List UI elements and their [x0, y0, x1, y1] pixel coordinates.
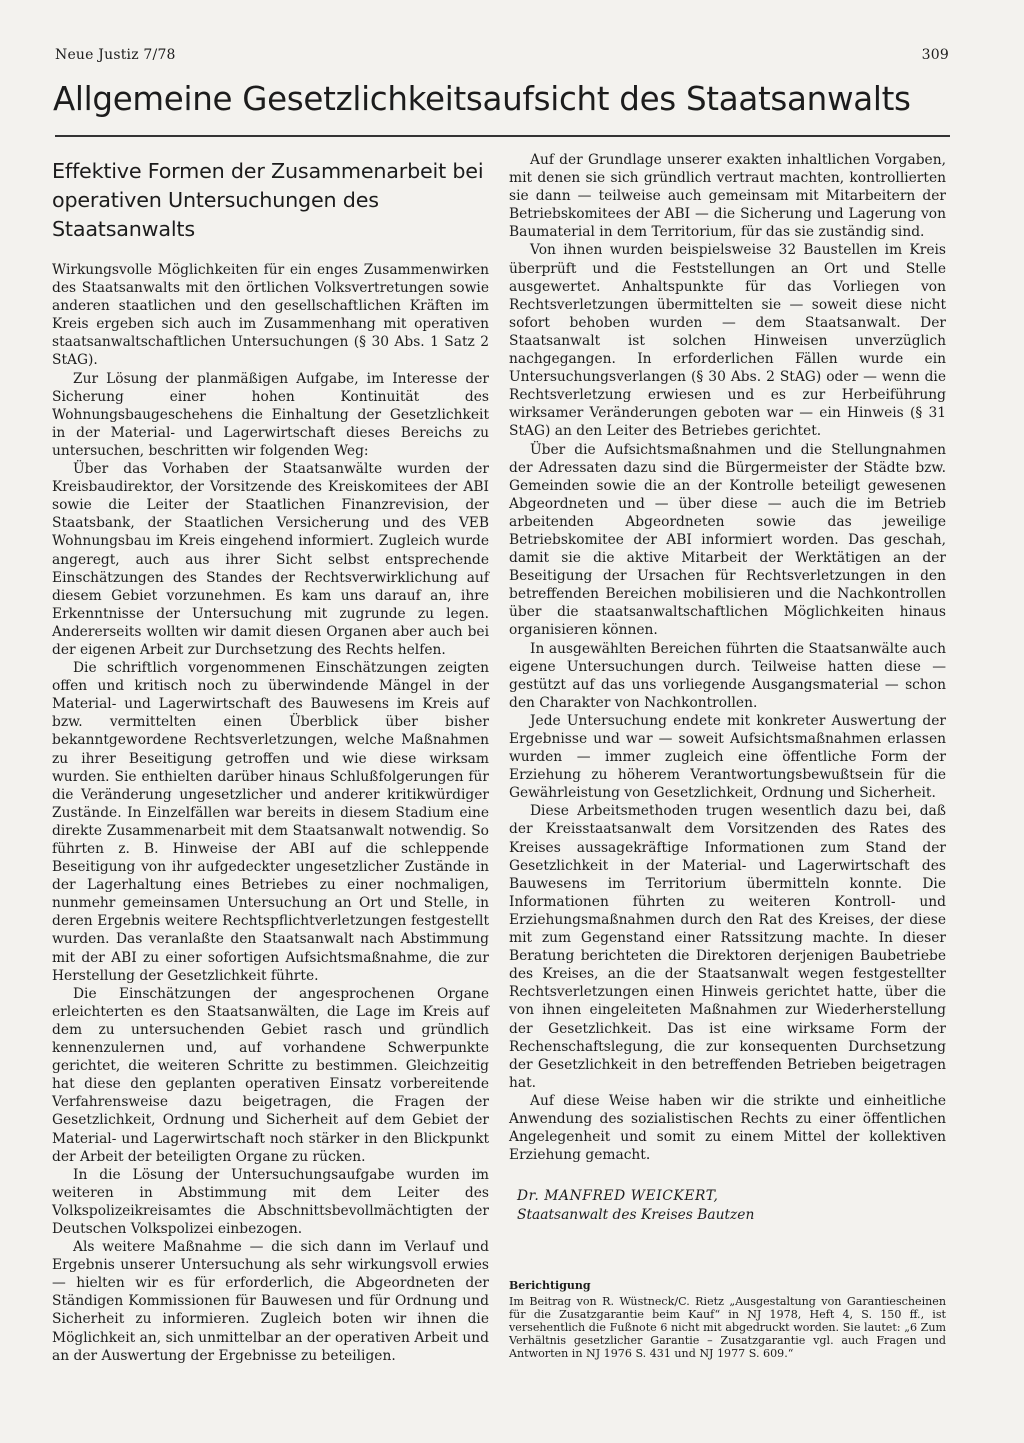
author-role: Staatsanwalt des Kreises Bautzen [517, 1207, 755, 1224]
paragraph: Als weitere Maßnahme — die sich dann im Verlauf und Ergebnis unserer Untersuchung als sehr wirkungsvoll erwies — hielten wir es für erforderlich, die Abgeordneten der Ständigen Kommissionen für Bauwesen und für Ordnung und Sicherheit zu informieren. Zugleich boten wir ihnen die Möglichkeit an, sich unmittelbar an der operativen Arbeit und an der Auswertung der Ergebnisse zu beteiligen. [52, 1239, 489, 1364]
right-column [509, 151, 946, 1360]
correction-text: Im Beitrag von R. Wüstneck/C. Rietz „Ausgestaltung von Garantiescheinen für die Zusatzgarantie beim Kauf“ in NJ 1978, Heft 4, S. 150 ff., ist versehentlich die Fußnote 6 nicht mit abgedruckt worden. Sie lautet: „6 Zum Verhältnis gesetzlicher Garantie – Zusatzgarantie vgl. auch Fragen und Antworten in NJ 1976 S. 431 und NJ 1977 S. 609.“ [509, 1295, 946, 1361]
paragraph: Über die Aufsichtsmaßnahmen und die Stellungnahmen der Adressaten dazu sind die Bürgermeister der Städte bzw. Gemeinden sowie die an der Kontrolle beteiligt gewesenen Abgeordneten und — über diese — auch die im Betrieb arbeitenden Abgeordneten sowie das jeweilige Betriebskomitee der ABI informiert worden. Das geschah, damit sie die aktive Mitarbeit der Werktätigen an der Beseitigung der Ursachen für Rechtsverletzungen in den betreffenden Bereichen mobilisieren und die Nachkontrollen über die staatsanwaltschaftlichen Möglichkeiten hinaus organisieren können. [509, 441, 946, 639]
paragraph: Die schriftlich vorgenommenen Einschätzungen zeigten offen und kritisch noch zu überwindende Mängel in der Material- und Lagerwirtschaft des Bauwesens im Kreis auf bzw. vermittelten einen Überblick über bisher bekanntgewordene Rechtsverletzungen, welche Maßnahmen zu ihrer Beseitigung getroffen und wie diese wirksam wurden. Sie enthielten darüber hinaus Schlußfolgerungen für die Veränderung ungesetzlicher und anderer kritikwürdiger Zustände. In Einzelfällen war bereits in diesem Stadium eine direkte Zusammenarbeit mit dem Staatsanwalt notwendig. So führten z. B. Hinweise der ABI auf die schleppende Beseitigung von ihr aufgedeckter ungesetzlicher Zustände in der Lagerhaltung eines Betriebes zu einer nochmaligen, nunmehr gemeinsamen Untersuchung an Ort und Stelle, in deren Ergebnis weitere Rechtspflichtverletzungen festgestellt wurden. Das veranlaßte den Staatsanwalt nach Abstimmung mit der ABI zu einer sofortigen Aufsichtsmaßnahme, die zur Herstellung der Gesetzlichkeit führte. [52, 660, 489, 984]
running-head [55, 47, 949, 63]
journal-issue: Neue Justiz 7/78 [55, 47, 176, 63]
paragraph: In die Lösung der Untersuchungsaufgabe wurden im weiteren in Abstimmung mit dem Leiter des Volkspolizeikreisamtes die Abschnittsbevollmächtigten der Deutschen Volkspolizei einbezogen. [52, 1166, 489, 1237]
author-name: Dr. MANFRED WEICKERT, [517, 1188, 719, 1205]
author-signature [509, 1187, 946, 1225]
paragraph: Wirkungsvolle Möglichkeiten für ein enges Zusammenwirken des Staatsanwalts mit den örtlichen Volksvertretungen sowie anderen staatlichen und den gesellschaftlichen Kräften im Kreis ergeben sich auch im Zusammenhang mit operativen staatsanwaltschaftlichen Untersuchungen (§ 30 Abs. 1 Satz 2 StAG). [52, 262, 489, 369]
section-title: Allgemeine Gesetzlichkeitsaufsicht des Staatsanwalts [53, 80, 911, 118]
left-column [52, 157, 489, 1365]
paragraph: Diese Arbeitsmethoden trugen wesentlich dazu bei, daß der Kreisstaatsanwalt dem Vorsitzenden des Rates des Kreises aussagekräftige Informationen zum Stand der Gesetzlichkeit in der Material- und Lagerwirtschaft des Bauwesens im Territorium übermitteln konnte. Die Informationen führten zu weiteren Kontroll- und Erziehungsmaßnahmen durch den Rat des Kreises, der diese mit zum Gegenstand einer Ratssitzung machte. In dieser Beratung berichteten die Direktoren derjenigen Baubetriebe des Kreises, an die der Staatsanwalt wegen festgestellter Rechtsverletzungen einen Hinweis gerichtet hatte, über die von ihnen eingeleiteten Maßnahmen zur Wiederherstellung der Gesetzlichkeit. Das ist eine wirksame Form der Rechenschaftslegung, die zur konsequenten Durchsetzung der Gesetzlichkeit in den betreffenden Betrieben beigetragen hat. [509, 803, 946, 1091]
article-title: Effektive Formen der Zusammenarbeit bei operativen Untersuchungen des Staatsanwalts [52, 159, 484, 241]
paragraph: Über das Vorhaben der Staatsanwälte wurden der Kreisbaudirektor, der Vorsitzende des Kreiskomitees der ABI sowie die Leiter der Staatlichen Finanzrevision, der Staatsbank, der Staatlichen Versicherung und des VEB Wohnungsbau im Kreis eingehend informiert. Zugleich wurde angeregt, auch aus ihrer Sicht selbst entsprechende Einschätzungen des Standes der Rechtsverwirklichung auf diesem Gebiet vorzunehmen. Es kam uns darauf an, ihre Erkenntnisse der Untersuchung mit zugrunde zu legen. Andererseits wollten wir damit diesen Organen aber auch bei der eigenen Arbeit zur Durchsetzung des Rechts helfen. [52, 461, 489, 658]
paragraph: In ausgewählten Bereichen führten die Staatsanwälte auch eigene Untersuchungen durch. Teilweise hatten diese — gestützt auf das uns vorliegende Ausgangsmaterial — schon den Charakter von Nachkontrollen. [509, 640, 946, 711]
correction-notice [509, 1279, 946, 1360]
page-number: 309 [921, 47, 949, 63]
paragraph: Auf diese Weise haben wir die strikte und einheitliche Anwendung des sozialistischen Rechts zu einer öffentlichen Angelegenheit und somit zu einem Mittel der kollektiven Erziehung gemacht. [509, 1092, 946, 1164]
paragraph: Die Einschätzungen der angesprochenen Organe erleichterten es den Staatsanwälten, die Lage im Kreis auf dem zu untersuchenden Gebiet rasch und gründlich kennenzulernen und, auf vorhandene Schwerpunkte gerichtet, die weiteren Schritte zu bestimmen. Gleichzeitig hat diese den geplanten operativen Einsatz vorbereitende Verfahrensweise dazu beigetragen, die Fragen der Gesetzlichkeit, Ordnung und Sicherheit auf dem Gebiet der Material- und Lagerwirtschaft noch stärker in den Blickpunkt der Arbeit der beteiligten Organe zu rücken. [52, 985, 489, 1165]
paragraph: Jede Untersuchung endete mit konkreter Auswertung der Ergebnisse und war — soweit Aufsichtsmaßnahmen erlassen wurden — immer zugleich eine öffentliche Form der Erziehung zu höherem Verantwortungsbewußtsein für die Gewährleistung von Gesetzlichkeit, Ordnung und Sicherheit. [509, 712, 946, 802]
paragraph: Von ihnen wurden beispielsweise 32 Baustellen im Kreis überprüft und die Feststellungen an Ort und Stelle ausgewertet. Anhaltspunkte für das Vorliegen von Rechtsverletzungen übermittelten sie — soweit diese nicht sofort behoben wurden — dem Staatsanwalt. Der Staatsanwalt ist solchen Hinweisen unverzüglich nachgegangen. In erforderlichen Fällen wurde ein Untersuchungsverlangen (§ 30 Abs. 2 StAG) oder — wenn die Rechtsverletzung erwiesen und es zur Herbeiführung wirksamer Veränderungen geboten war — ein Hinweis (§ 31 StAG) an den Leiter des Betriebes gerichtet. [509, 242, 946, 440]
title-rule [55, 135, 950, 137]
paragraph: Auf der Grundlage unserer exakten inhaltlichen Vorgaben, mit denen sie sich gründlich vertraut machten, kontrollierten sie dann — teilweise auch gemeinsam mit Mitarbeitern der Betriebskomitees der ABI — die Sicherung und Lagerung von Baumaterial in dem Territorium, für das sie zuständig sind. [509, 152, 946, 241]
correction-heading: Berichtigung [509, 1279, 591, 1293]
paragraph: Zur Lösung der planmäßigen Aufgabe, im Interesse der Sicherung einer hohen Kontinuität des Wohnungsbaugeschehens die Einhaltung der Gesetzlichkeit in der Material- und Lagerwirtschaft dieses Bereichs zu untersuchen, beschritten wir folgenden Weg: [52, 370, 489, 459]
